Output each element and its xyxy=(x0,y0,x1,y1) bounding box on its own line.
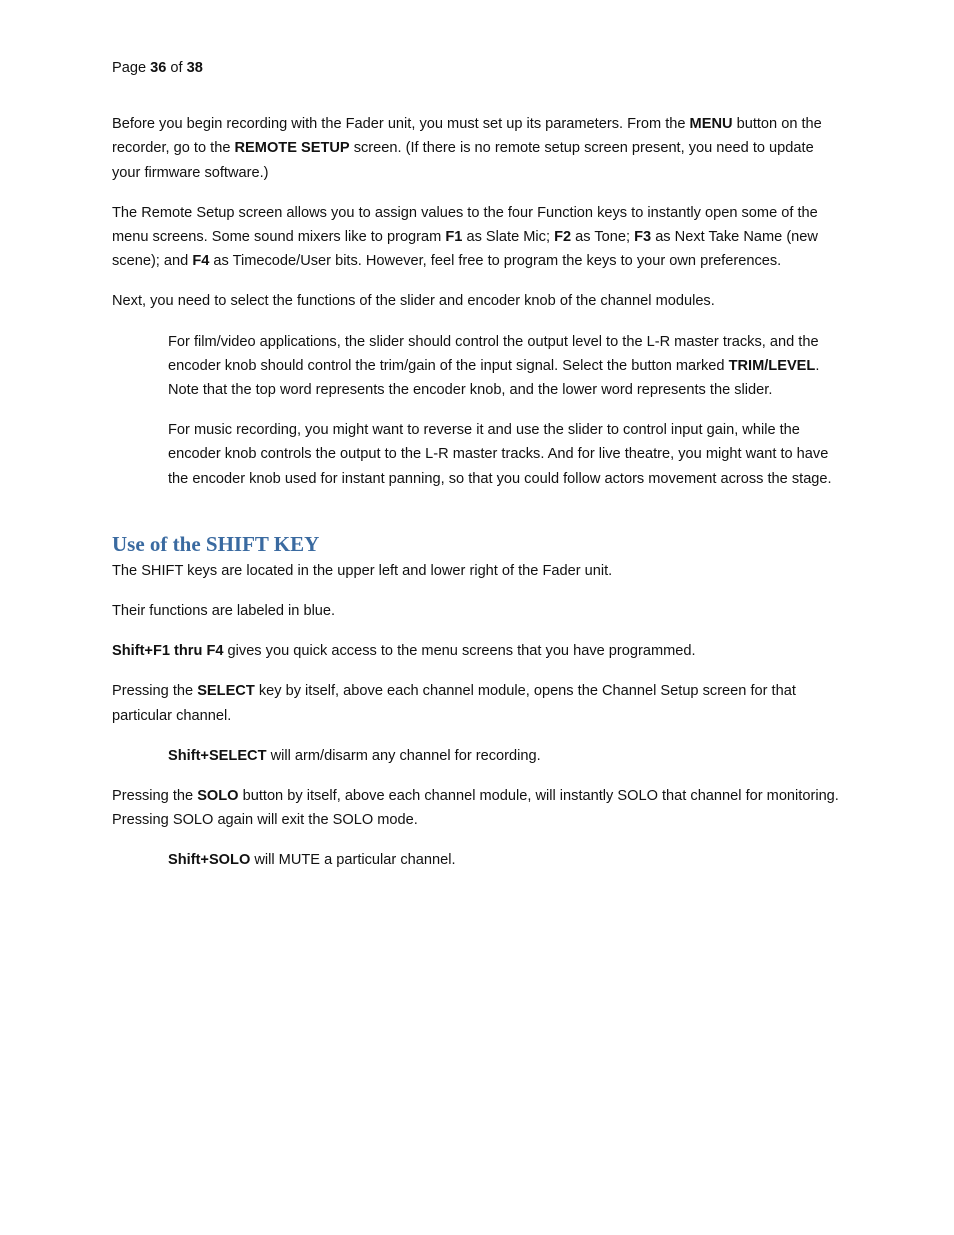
text-run: button on the recorder, go to the xyxy=(112,116,822,157)
trim-level-term: TRIM/LEVEL xyxy=(728,357,816,374)
text-run: key by itself, above each channel module, opens the Channel Setup screen for that particular channel. xyxy=(112,683,796,724)
f4-term: F4 xyxy=(192,253,210,270)
f3-term: F3 xyxy=(634,229,652,246)
text-run: The Remote Setup screen allows you to assign values to the four Function keys to instantly open some of the menu screens. Some sound mixers like to program xyxy=(112,204,818,246)
of-text: of xyxy=(166,60,187,76)
text-run: Pressing the xyxy=(112,788,198,805)
film-video-paragraph xyxy=(168,330,840,403)
select-term: SELECT xyxy=(197,683,255,700)
shift-solo-paragraph xyxy=(168,848,840,872)
page-prefix: Page xyxy=(112,60,151,76)
total-pages: 38 xyxy=(186,60,203,76)
text-run: as Tone; xyxy=(571,229,635,246)
shift-paragraph-2: Their functions are labeled in blue. xyxy=(112,603,336,620)
intro-paragraph-1 xyxy=(112,112,840,185)
text-run: will MUTE a particular channel. xyxy=(250,852,456,869)
music-recording-paragraph: For music recording, you might want to reverse it and use the slider to control input gain, while the encoder knob controls the output to the L-R master tracks. And for live theatre, you might want to have the encoder knob used for instant panning, so that you could follow actors movement across the stage. xyxy=(168,422,832,487)
text-run: For film/video applications, the slider should control the output level to the L-R master tracks, and the encoder knob should control the trim/gain of the input signal. Select the button marked xyxy=(168,333,819,374)
document-page xyxy=(112,56,840,889)
shift-paragraph-6 xyxy=(112,784,840,832)
f1-term: F1 xyxy=(445,229,463,246)
text-run: will arm/disarm any channel for recording. xyxy=(266,747,541,764)
page-number xyxy=(112,56,840,80)
shift-select-term: Shift+SELECT xyxy=(168,747,267,764)
text-run: as Next Take Name (new scene); and xyxy=(112,229,818,270)
remote-setup-term: REMOTE SETUP xyxy=(234,140,350,157)
text-run: as Timecode/User bits. However, feel free to program the keys to your own preferences. xyxy=(209,253,782,270)
shift-f1-term: Shift+F1 thru F4 xyxy=(112,643,224,660)
text-run: gives you quick access to the menu screens that you have programmed. xyxy=(223,643,696,660)
shift-select-paragraph xyxy=(168,744,840,768)
text-run: . Note that the top word represents the encoder knob, and the lower word represents the slider. xyxy=(168,357,820,399)
shift-paragraph-3 xyxy=(112,639,840,663)
intro-paragraph-3: Next, you need to select the functions of the slider and encoder knob of the channel modules. xyxy=(112,293,715,310)
text-run: Pressing the xyxy=(112,683,198,700)
f2-term: F2 xyxy=(554,229,572,246)
shift-paragraph-4 xyxy=(112,679,840,727)
text-run: Before you begin recording with the Fader unit, you must set up its parameters. From the xyxy=(112,116,690,133)
shift-solo-term: Shift+SOLO xyxy=(168,852,251,869)
menu-term: MENU xyxy=(689,116,733,133)
text-run: as Slate Mic; xyxy=(462,229,555,246)
current-page: 36 xyxy=(150,60,167,76)
solo-term: SOLO xyxy=(197,788,239,805)
text-run: button by itself, above each channel module, will instantly SOLO that channel for monitoring. Pressing SOLO again will exit the SOLO mode. xyxy=(112,788,839,829)
intro-paragraph-2 xyxy=(112,201,840,274)
shift-paragraph-1: The SHIFT keys are located in the upper left and lower right of the Fader unit. xyxy=(112,562,613,579)
section-heading: Use of the SHIFT KEY xyxy=(112,531,320,556)
text-run: screen. (If there is no remote setup screen present, you need to update your firmware software.) xyxy=(112,140,814,181)
